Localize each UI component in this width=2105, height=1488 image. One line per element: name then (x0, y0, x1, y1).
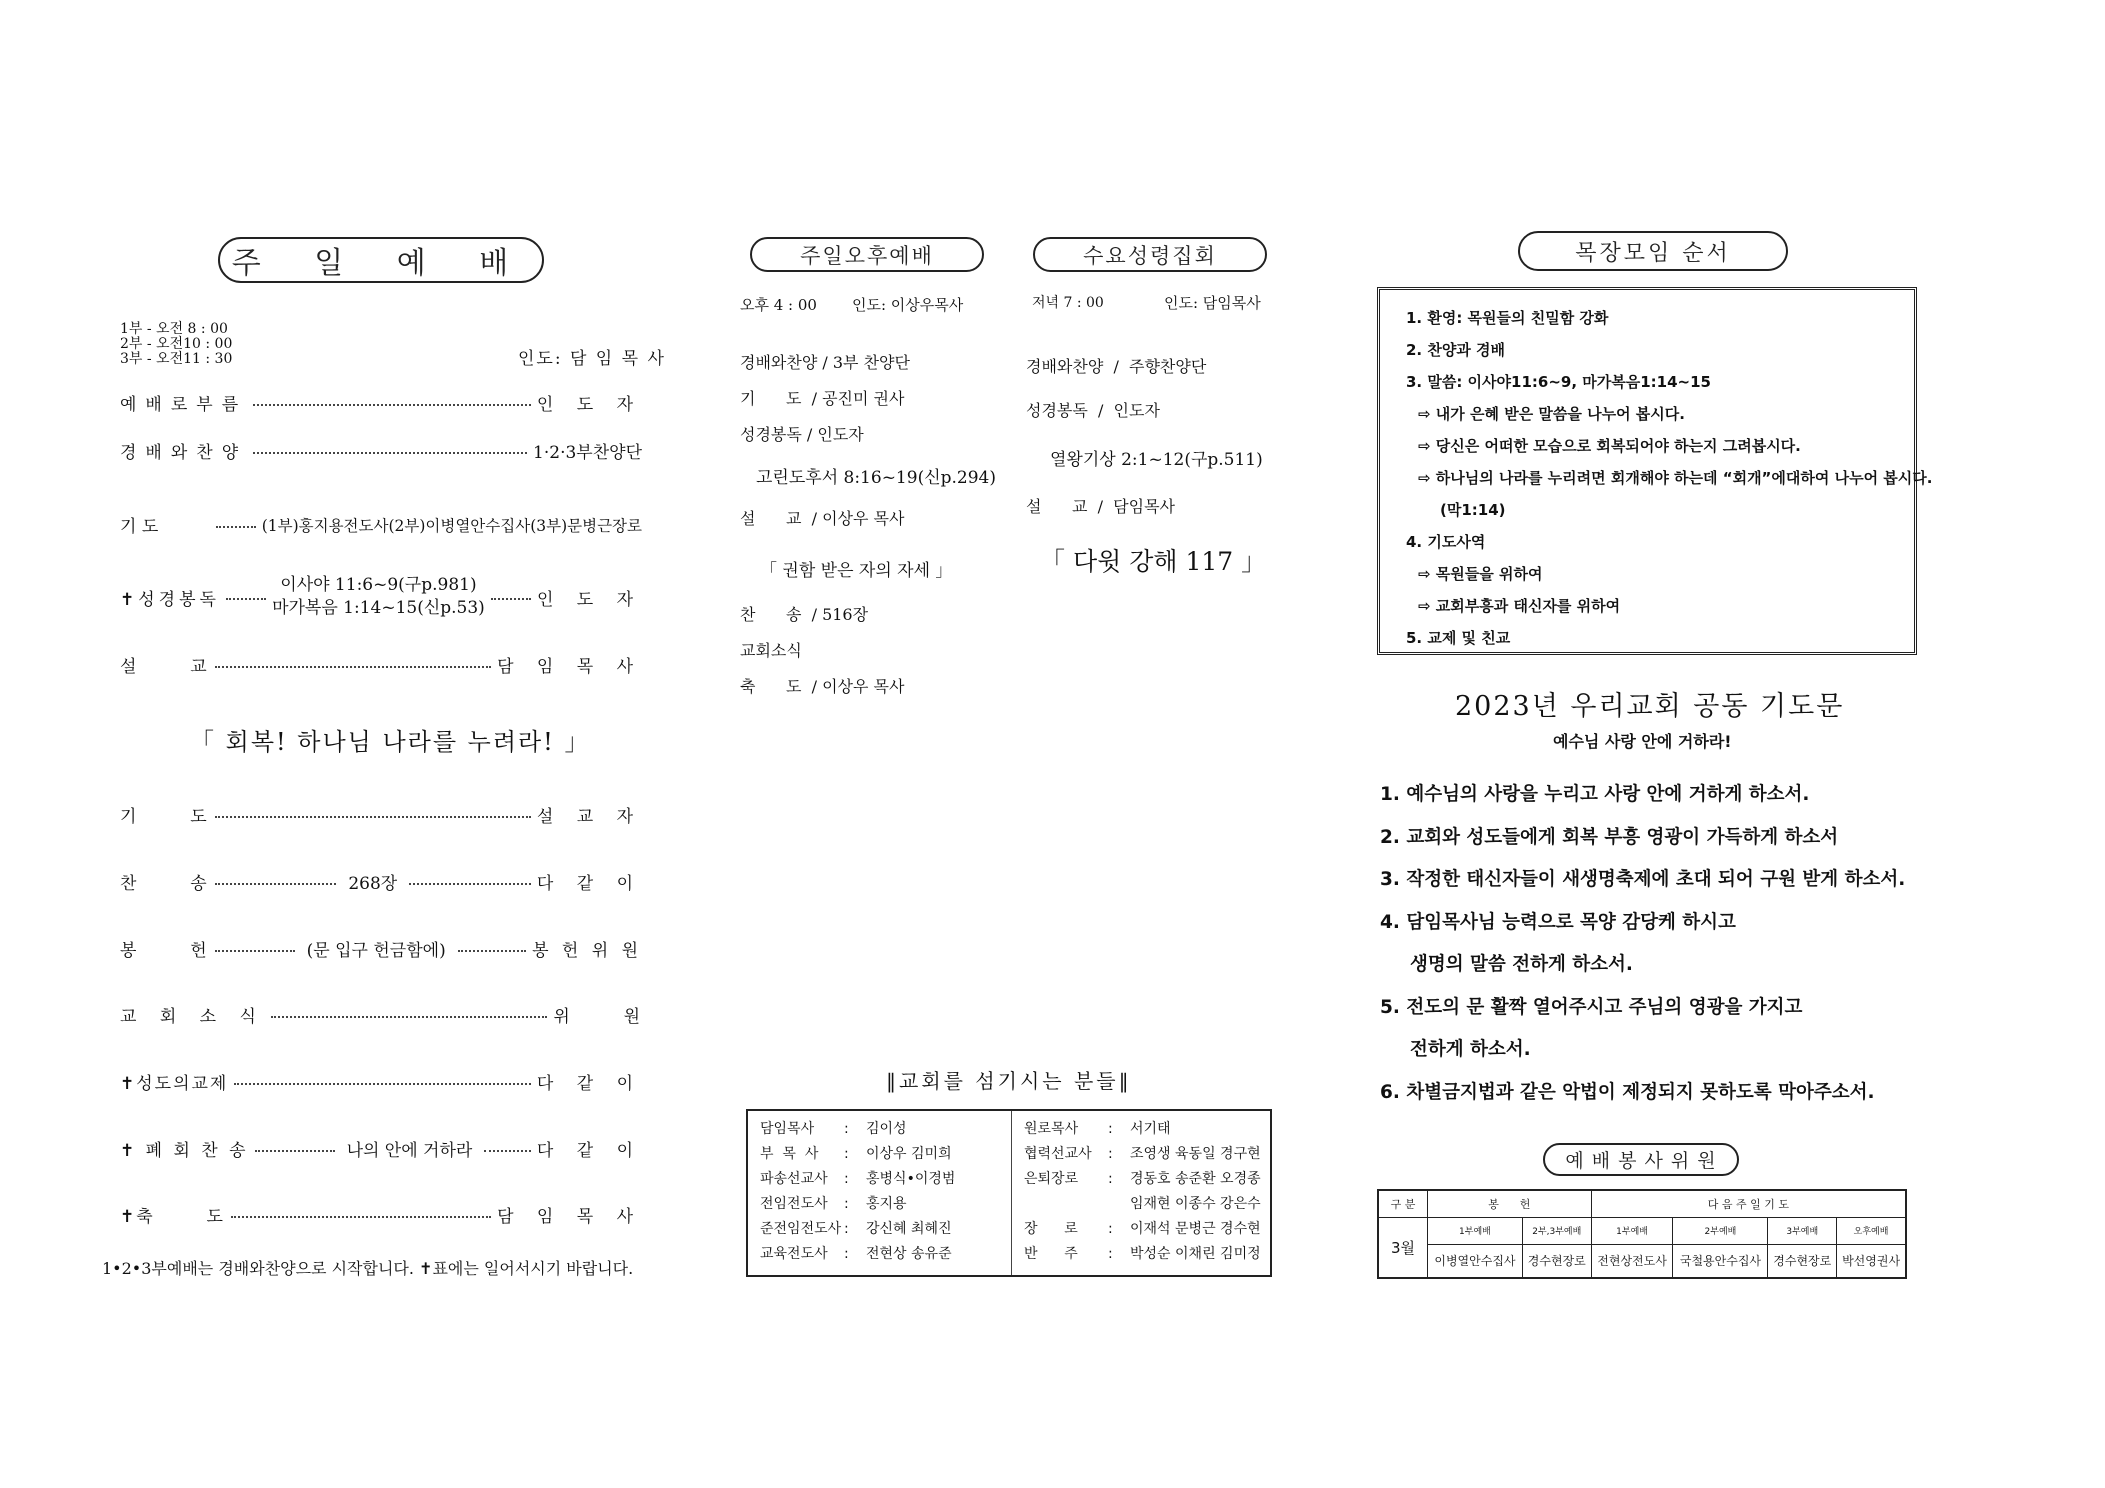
staff-row (1024, 1117, 1270, 1142)
staff-names: 서기태 (1130, 1121, 1171, 1137)
cell-meeting-item: (막1:14) (1440, 501, 1506, 519)
afternoon-line-news: 교회소식 (740, 641, 802, 660)
th-offering: 봉 헌 (1428, 1190, 1592, 1217)
sunday-leader: 인도: 담 임 목 사 (518, 349, 666, 369)
afternoon-time: 오후 4 : 00 (740, 296, 817, 314)
prayer-title: 2023년 우리교회 공동 기도문 (1455, 691, 1845, 722)
prayer-item: 5. 전도의 문 활짝 열어주시고 주님의 영광을 가지고 (1380, 996, 1803, 1018)
staff-role: 은퇴장로 (1024, 1171, 1079, 1187)
sub-header: 1부예배 (1428, 1217, 1523, 1244)
afternoon-line-hymn: 찬 송 / 516장 (740, 605, 869, 624)
sunday-service-title: 주 일 예 배 (218, 237, 544, 283)
wednesday-line-sermon: 설 교 / 담임목사 (1026, 497, 1175, 516)
staff-row (1024, 1242, 1270, 1267)
order-row-hymn: 찬 송 268장 다 같 이 (120, 869, 642, 894)
staff-role: 부 목 사 (760, 1146, 819, 1162)
sub-header: 2부,3부예배 (1522, 1217, 1591, 1244)
staff-row (760, 1192, 1011, 1217)
order-row-fellowship: ✝성도의교제 다 같 이 (120, 1074, 642, 1094)
afternoon-line-scripture: 고린도후서 8:16~19(신p.294) (756, 468, 996, 488)
wednesday-sermon-title: 「 다윗 강해 117 」 (1040, 547, 1267, 576)
staff-role: 담임목사 (760, 1121, 815, 1137)
staff-row (1024, 1217, 1270, 1242)
staff-names: 조영생 육동일 경구현 (1130, 1146, 1261, 1162)
staff-names: 강신혜 최혜진 (866, 1221, 952, 1237)
wednesday-line-scripture: 열왕기상 2:1~12(구p.511) (1050, 450, 1263, 470)
staff-role: 준전임전도사 (760, 1221, 842, 1237)
staff-role: 전임전도사 (760, 1196, 828, 1212)
staff-role: 협력선교사 (1024, 1146, 1092, 1162)
staff-role (1024, 1192, 1108, 1217)
sub-header: 3부예배 (1768, 1217, 1837, 1244)
afternoon-line-sermon: 설 교 / 이상우 목사 (740, 509, 905, 528)
cell-meeting-item: ⇨ 교회부흥과 태신자를 위하여 (1418, 597, 1621, 615)
staff-row (760, 1167, 1011, 1192)
afternoon-sermon-title: 「 권함 받은 자의 자세 」 (760, 561, 953, 581)
cell-meeting-box (1377, 287, 1933, 655)
staff-role: 장 로 (1024, 1221, 1078, 1237)
cell-meeting-item: ⇨ 당신은 어떠한 모습으로 회복되어야 하는지 그려봅시다. (1418, 437, 1801, 455)
afternoon-leader: 인도: 이상우목사 (852, 296, 964, 314)
afternoon-line-benediction: 축 도 / 이상우 목사 (740, 677, 905, 696)
staff-colon: : (1108, 1121, 1113, 1137)
prayer-item: 2. 교회와 성도들에게 회복 부흥 영광이 가득하게 하소서 (1380, 826, 1839, 848)
order-row-reading: ✝성경봉독 이사야 11:6~9(구p.981) 마가복음 1:14~15(신p.53) 인 도 자 (120, 575, 643, 618)
service-cell: 국철용안수집사 (1673, 1244, 1768, 1278)
staff-row (760, 1242, 1011, 1267)
staff-role: 원로목사 (1024, 1121, 1079, 1137)
staff-title: ‖교회를 섬기시는 분들‖ (886, 1069, 1132, 1093)
staff-names: 이상우 김미희 (866, 1146, 952, 1162)
service-cell: 박선영권사 (1837, 1244, 1906, 1278)
prayer-item: 1. 예수님의 사랑을 누리고 사랑 안에 거하게 하소서. (1380, 784, 1810, 805)
staff-colon (1108, 1192, 1130, 1217)
afternoon-line-prayer: 기 도 / 공진미 권사 (740, 389, 905, 408)
staff-row (760, 1117, 1011, 1142)
prayer-item: 6. 차별금지법과 같은 악법이 제정되지 못하도록 막아주소서. (1380, 1081, 1875, 1103)
service-table (1377, 1189, 1907, 1279)
wednesday-service-title: 수요성령집회 (1033, 237, 1267, 272)
staff-colon: : (844, 1246, 849, 1262)
cell-meeting-item: ⇨ 내가 은혜 받은 말씀을 나누어 봅시다. (1418, 405, 1685, 423)
cell-meeting-title: 목장모임 순서 (1518, 231, 1788, 271)
sub-header: 1부예배 (1591, 1217, 1673, 1244)
staff-colon: : (1108, 1146, 1113, 1162)
staff-row (1024, 1142, 1270, 1167)
staff-names: 홍지용 (866, 1196, 907, 1212)
cell-meeting-item: ⇨ 하나님의 나라를 누리려면 회개해야 하는데 “회개”에대하여 나누어 봅시다. (1418, 469, 1933, 487)
order-row-offering: 봉 헌 (문 입구 헌금함에) 봉 헌 위 원 (120, 936, 642, 961)
th-gubun: 구 분 (1378, 1190, 1428, 1217)
order-row-call: 예배로부름 인 도 자 (120, 395, 642, 415)
staff-colon: : (844, 1146, 849, 1162)
cell-meeting-item: 4. 기도사역 (1406, 533, 1486, 551)
sunday-footnote: 1•2•3부예배는 경배와찬양으로 시작합니다. ✝표에는 일어서시기 바랍니다. (102, 1259, 634, 1278)
sub-header: 오후예배 (1837, 1217, 1906, 1244)
service-cell: 전현상전도사 (1591, 1244, 1673, 1278)
prayer-item: 전하게 하소서. (1410, 1039, 1531, 1060)
staff-names: 이재석 문병근 경수현 (1130, 1221, 1261, 1237)
order-row-benediction: ✝축 도 담 임 목 사 (120, 1207, 642, 1227)
staff-role: 파송선교사 (760, 1171, 828, 1187)
month-cell: 3월 (1378, 1217, 1428, 1278)
order-row-prayer: 기 도 (1부)홍지용전도사(2부)이병열안수집사(3부)문병근장로 (120, 516, 642, 537)
wednesday-leader: 인도: 담임목사 (1164, 294, 1261, 312)
staff-colon: : (844, 1196, 849, 1212)
staff-role: 교육전도사 (760, 1246, 828, 1262)
sunday-sermon-title: 「 회복! 하나님 나라를 누려라! 」 (190, 728, 591, 756)
order-row-sermon: 설 교 담 임 목 사 (120, 657, 642, 677)
th-next-prayer: 다 음 주 일 기 도 (1591, 1190, 1906, 1217)
staff-names: 임재현 이종수 강은수 (1130, 1196, 1261, 1212)
staff-names: 전현상 송유준 (866, 1246, 952, 1262)
staff-row (1024, 1192, 1270, 1217)
staff-box (746, 1109, 1272, 1277)
prayer-item: 생명의 말씀 전하게 하소서. (1410, 954, 1633, 975)
service-times: 1부 - 오전 8 : 00 2부 - 오전10 : 00 3부 - 오전11 : 30 (120, 321, 233, 367)
cell-meeting-item: 5. 교제 및 친교 (1406, 629, 1511, 647)
staff-colon: : (1108, 1246, 1113, 1262)
afternoon-service-title: 주일오후예배 (750, 237, 984, 272)
reading-ref-1: 이사야 11:6~9(구p.981) (280, 575, 477, 595)
staff-names: 김이성 (866, 1121, 907, 1137)
staff-names: 경동호 송준환 오경종 (1130, 1171, 1261, 1187)
prayer-item: 3. 작정한 태신자들이 새생명축제에 초대 되어 구원 받게 하소서. (1380, 869, 1906, 890)
service-cell: 이병열안수집사 (1428, 1244, 1523, 1278)
staff-colon: : (844, 1171, 849, 1187)
staff-left-column (748, 1111, 1011, 1275)
cell-meeting-item: 2. 찬양과 경배 (1406, 341, 1506, 359)
order-row-news: 교 회 소 식 위 원 (120, 1007, 642, 1027)
service-cell: 경수현장로 (1522, 1244, 1591, 1278)
staff-colon: : (844, 1121, 849, 1137)
wednesday-time: 저녁 7 : 00 (1032, 295, 1104, 311)
wednesday-line-praise: 경배와찬양 / 주향찬양단 (1026, 357, 1207, 376)
order-row-prayer-2: 기 도 설 교 자 (120, 807, 642, 827)
service-committee-title: 예 배 봉 사 위 원 (1543, 1143, 1739, 1176)
prayer-item: 4. 담임목사님 능력으로 목양 감당케 하시고 (1380, 911, 1736, 933)
staff-colon: : (1108, 1171, 1113, 1187)
staff-names: 박성순 이채린 김미정 (1130, 1246, 1261, 1262)
order-row-closing-hymn: ✝ 폐 회 찬 송 나의 안에 거하라 다 같 이 (120, 1136, 642, 1161)
cell-meeting-item: ⇨ 목원들을 위하여 (1418, 565, 1543, 583)
staff-row (760, 1142, 1011, 1167)
staff-row (1024, 1167, 1270, 1192)
prayer-subtitle: 예수님 사랑 안에 거하라! (1553, 732, 1732, 751)
staff-right-column (1012, 1111, 1270, 1275)
staff-role: 반 주 (1024, 1246, 1078, 1262)
afternoon-line-praise: 경배와찬양 / 3부 찬양단 (740, 353, 910, 372)
order-row-praise: 경배와찬양 1·2·3부찬양단 (120, 443, 642, 463)
cell-meeting-item: 3. 말씀: 이사야11:6~9, 마가복음1:14~15 (1406, 373, 1711, 391)
prayer-list (1380, 774, 1905, 1114)
cell-meeting-item: 1. 환영: 목원들의 친밀함 강화 (1406, 309, 1609, 327)
staff-names: 홍병식•이경범 (866, 1171, 956, 1187)
staff-colon: : (1108, 1221, 1113, 1237)
cell-meeting-list (1406, 302, 1933, 654)
staff-row (760, 1217, 1011, 1242)
afternoon-line-reading: 성경봉독 / 인도자 (740, 425, 864, 444)
reading-ref-2: 마가복음 1:14~15(신p.53) (272, 598, 485, 618)
wednesday-line-reading: 성경봉독 / 인도자 (1026, 401, 1160, 420)
service-cell: 경수현장로 (1768, 1244, 1837, 1278)
staff-colon: : (844, 1221, 849, 1237)
sub-header: 2부예배 (1673, 1217, 1768, 1244)
